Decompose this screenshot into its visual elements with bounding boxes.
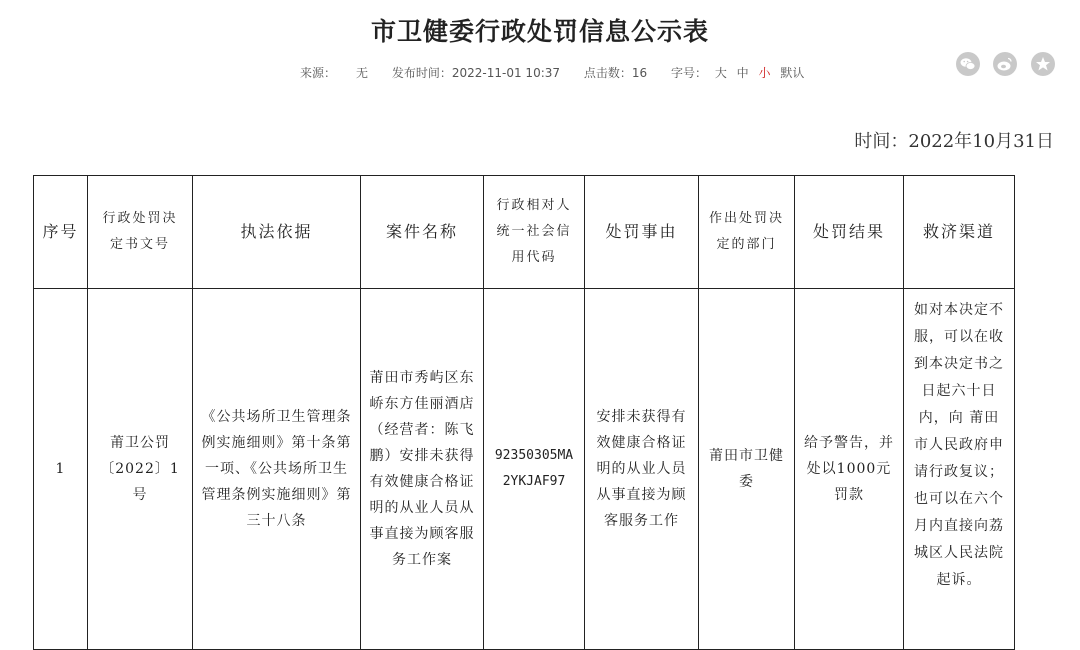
wechat-icon[interactable] — [956, 52, 980, 76]
weibo-icon[interactable] — [993, 52, 1017, 76]
cell-no: 1 — [34, 289, 88, 650]
cell-doc-no: 莆卫公罚〔2022〕1号 — [88, 289, 193, 650]
favorite-icon[interactable] — [1031, 52, 1055, 76]
penalty-table — [33, 175, 1015, 650]
click-count: 点击数：16 — [583, 66, 648, 80]
header-dept: 作出处罚决定的部门 — [699, 176, 795, 289]
header-doc-no: 行政处罚决定书文号 — [88, 176, 193, 289]
table-row — [34, 289, 1015, 650]
font-size-label: 字号： — [670, 66, 707, 80]
font-size-small[interactable]: 小 — [758, 66, 771, 80]
cell-case-name: 莆田市秀屿区东峤东方佳丽酒店（经营者：陈飞鹏）安排未获得有效健康合格证明的从业人员从事直接为顾客服务工作案 — [361, 289, 484, 650]
header-case-name: 案件名称 — [361, 176, 484, 289]
font-size-medium[interactable]: 中 — [736, 66, 749, 80]
article-meta — [300, 64, 810, 81]
header-no: 序号 — [34, 176, 88, 289]
page-title: 市卫健委行政处罚信息公示表 — [370, 17, 709, 46]
announcement-date: 时间：2022年10月31日 — [854, 131, 1054, 152]
table-header-row — [34, 176, 1015, 289]
publish-time: 发布时间：2022-11-01 10:37 — [391, 66, 561, 80]
header-remedy: 救济渠道 — [904, 176, 1015, 289]
cell-basis: 《公共场所卫生管理条例实施细则》第十条第一项、《公共场所卫生管理条例实施细则》第三十八条 — [193, 289, 361, 650]
source-info: 来源： 无 — [300, 66, 369, 80]
cell-credit-code: 92350305MA2YKJAF97 — [484, 289, 585, 650]
header-result: 处罚结果 — [795, 176, 904, 289]
font-size-default[interactable]: 默认 — [780, 66, 805, 80]
cell-result: 给予警告，并处以1000元罚款 — [795, 289, 904, 650]
cell-reason: 安排未获得有效健康合格证明的从业人员从事直接为顾客服务工作 — [585, 289, 699, 650]
header-reason: 处罚事由 — [585, 176, 699, 289]
font-size-large[interactable]: 大 — [714, 66, 727, 80]
cell-dept: 莆田市卫健委 — [699, 289, 795, 650]
header-credit-code: 行政相对人统一社会信用代码 — [484, 176, 585, 289]
cell-remedy: 如对本决定不服，可以在收到本决定书之日起六十日内，向 莆田市人民政府申请行政复议；也可以在六个月内直接向荔城区人民法院起诉。 — [904, 289, 1015, 650]
header-basis: 执法依据 — [193, 176, 361, 289]
